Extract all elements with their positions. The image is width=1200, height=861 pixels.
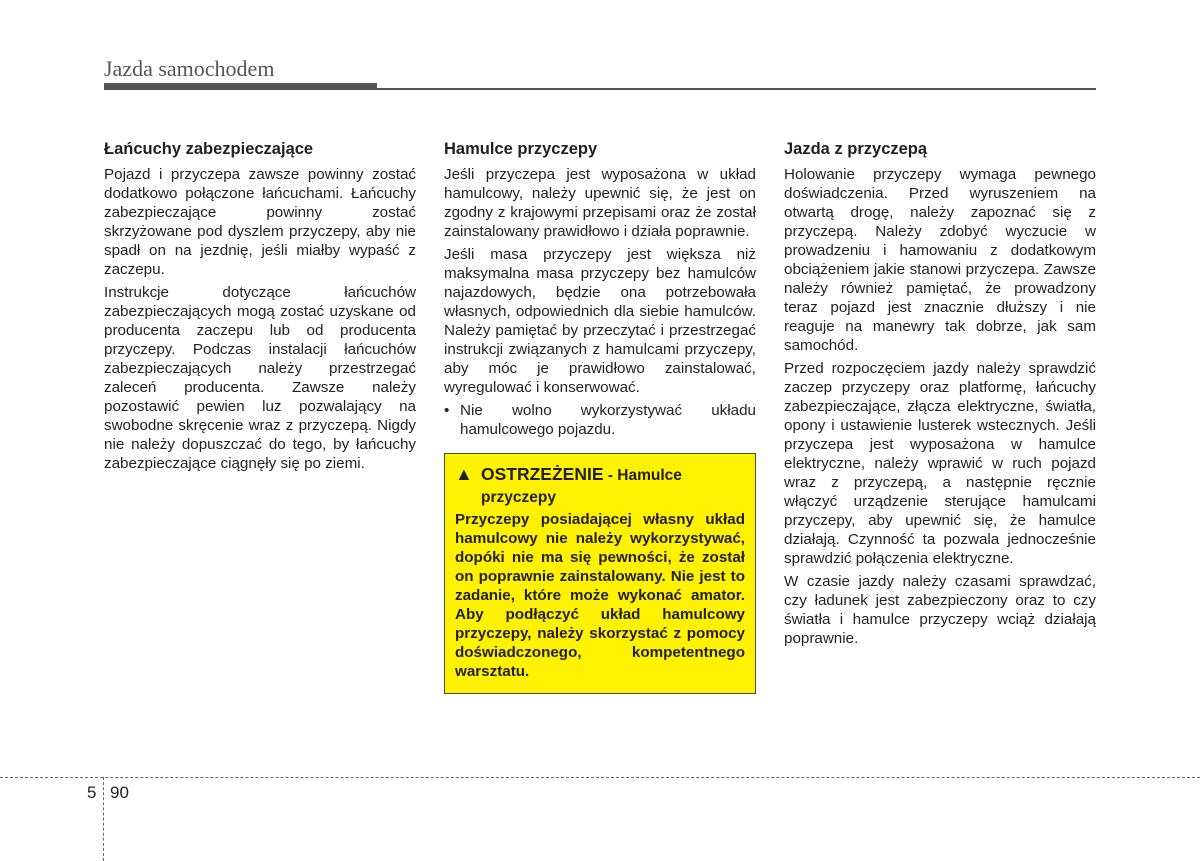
running-header: Jazda samochodem — [104, 56, 275, 81]
section-heading: Łańcuchy zabezpieczające — [104, 140, 314, 158]
column-trailer-brakes — [444, 139, 756, 694]
paragraph: Holowanie przyczepy wymaga pewnego doświadczenia. Przed wyruszeniem na otwartą drogę, należy zapoznać się z przyczepą. Należy zdobyć wyczucie w prowadzeniu i hamowaniu z dodatkowym obciążeniem jakie stanowi przyczepa. Zawsze należy również pamiętać, że prowadzony teraz pojazd jest znacznie dłuższy i nie reaguje na manewry tak dobrze, jak sam samochód. — [784, 166, 1096, 354]
warning-title-suffix: - Hamulce — [603, 467, 682, 484]
paragraph: W czasie jazdy należy czasami sprawdzać, czy ładunek jest zabezpieczony oraz to czy światła i hamulce przyczepy wciąż działają poprawnie. — [784, 573, 1096, 647]
section-heading: Jazda z przyczepą — [784, 140, 928, 158]
paragraph: Instrukcje dotyczące łańcuchów zabezpieczających mogą zostać uzyskane od producenta zaczepu lub od producenta przyczepy. Podczas instalacji łańcuchów zabezpieczających należy przestrzegać zaleceń producenta. Zawsze należy pozostawić pewien luz pozwalający na swobodne skręcenie wraz z przyczepą. Nigdy nie należy dopuszczać do tego, by łańcuchy zabezpieczające ciągnęły się po ziemi. — [104, 284, 416, 472]
column-safety-chains — [104, 139, 416, 477]
section-number: 5 — [87, 783, 97, 802]
paragraph: Przed rozpoczęciem jazdy należy sprawdzić zaczep przyczepy oraz platformę, łańcuchy zabezpieczające, złącza elektryczne, światła, opony i ustawienie lusterek wstecznych. Jeśli przyczepa jest wyposażona w hamulce elektryczne, należy wprawić w ruch pojazd wraz z przyczepą, a następnie ręcznie włączyć urządzenie sterujące hamulcami przyczepy, aby upewnić się, że hamulce działają. Czynność ta pozwala jednocześnie sprawdzić połączenia elektryczne. — [784, 360, 1096, 567]
header-bar — [104, 83, 377, 90]
bullet-text: Nie wolno wykorzystywać układu hamulcowego pojazdu. — [460, 402, 756, 438]
paragraph: Pojazd i przyczepa zawsze powinny zostać dodatkowo połączone łańcuchami. Łańcuchy zabezpieczające powinny zostać skrzyżowane pod dyszlem przyczepy, aby nie spadł on na jezdnię, jeśli miałby wypaść z zaczepu. — [104, 166, 416, 278]
section-heading: Hamulce przyczepy — [444, 140, 598, 158]
header-rule — [377, 88, 1096, 90]
column-towing — [784, 139, 1096, 652]
warning-triangle-icon: ▲ — [455, 464, 473, 484]
bullet-item — [444, 401, 756, 439]
page-number: 90 — [110, 783, 129, 802]
warning-label: OSTRZEŻENIE — [481, 464, 604, 484]
warning-subtitle: przyczepy — [481, 489, 556, 506]
paragraph: Jeśli masa przyczepy jest większa niż maksymalna masa przyczepy bez hamulców najazdowych, będzie ona potrzebowała własnych, odpowiednich dla siebie hamulców. Należy pamiętać by przeczytać i przestrzegać instrukcji związanych z hamulcami przyczepy, aby móc je prawidłowo zainstalować, wyregulować i konserwować. — [444, 246, 756, 396]
warning-title — [455, 464, 745, 508]
footer-divider — [103, 777, 104, 861]
footer-rule — [0, 777, 1200, 778]
paragraph: Jeśli przyczepa jest wyposażona w układ hamulcowy, należy upewnić się, że jest on zgodny z krajowymi przepisami oraz że został zainstalowany prawidłowo i działa poprawnie. — [444, 166, 756, 240]
warning-box — [444, 453, 756, 694]
bullet-icon: • — [444, 402, 450, 419]
warning-body: Przyczepy posiadającej własny układ hamulcowy nie należy wykorzystywać, dopóki nie ma się pewności, że został on poprawnie zainstalowany. Nie jest to zadanie, które może wykonać amator. Aby podłączyć układ hamulcowy przyczepy, należy skorzystać z pomocy doświadczonego, kompetentnego warsztatu. — [455, 511, 745, 680]
